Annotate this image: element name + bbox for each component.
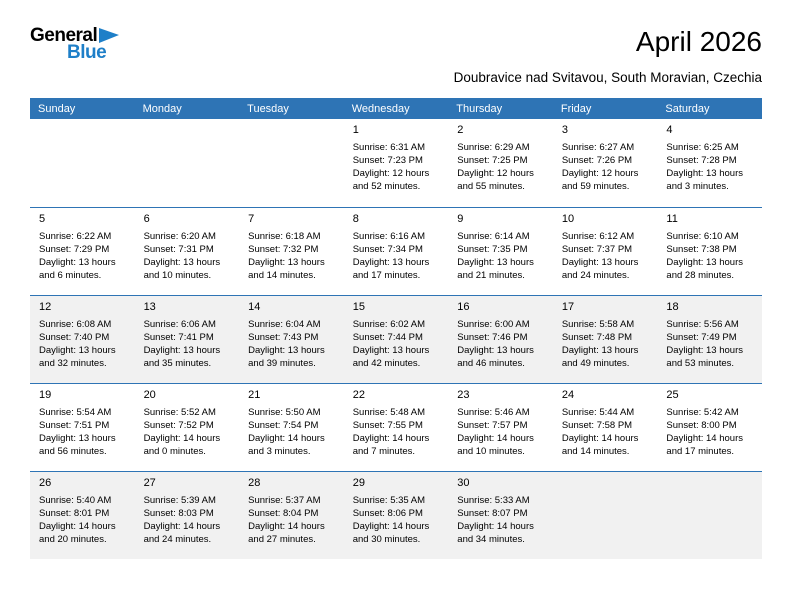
sunrise-text: Sunrise: 6:10 AM [666,231,739,242]
day-number: 24 [561,389,575,401]
sunrise-text: Sunrise: 6:18 AM [248,231,321,242]
sunrise-text: Sunrise: 5:48 AM [352,407,426,418]
empty-day-cell [239,119,344,207]
daylight-text: Daylight: 14 hours [248,521,325,533]
daylight-text-continued: and 27 minutes. [248,534,316,546]
daylight-text-continued: and 10 minutes. [143,270,212,282]
sunset-text: Sunset: 8:01 PM [39,508,110,520]
daylight-text-continued: and 17 minutes. [666,446,735,458]
sunset-text: Sunset: 8:00 PM [666,420,737,432]
day-number: 14 [248,301,261,313]
day-number: 1 [352,124,359,136]
day-number: 18 [666,301,679,313]
day-cell [135,296,240,383]
weekday-label-saturday: Saturday [665,102,710,115]
weekday-label-thursday: Thursday [456,102,503,115]
day-cell [30,208,135,295]
sunrise-text: Sunrise: 6:16 AM [352,231,426,242]
day-cell [239,208,344,295]
day-number: 27 [143,477,156,489]
general-blue-logo [30,26,119,62]
day-cell [344,472,449,559]
day-number: 8 [352,213,359,225]
daylight-text-continued: and 3 minutes. [248,446,311,458]
day-number: 13 [143,301,156,313]
day-cell [448,296,553,383]
sunrise-text: Sunrise: 5:40 AM [39,495,112,506]
sunset-text: Sunset: 7:48 PM [561,332,633,344]
weekday-label-sunday: Sunday [38,102,76,115]
daylight-text-continued: and 53 minutes. [666,358,735,370]
day-number: 30 [457,477,470,489]
calendar [30,98,762,559]
day-cell [344,208,449,295]
daylight-text: Daylight: 13 hours [39,433,116,445]
sunrise-text: Sunrise: 6:22 AM [39,231,112,242]
day-number: 21 [248,389,261,401]
daylight-text: Daylight: 13 hours [561,257,639,269]
title-block [454,26,762,85]
sunset-text: Sunset: 7:23 PM [352,155,423,167]
daylight-text-continued: and 39 minutes. [248,358,316,370]
daylight-text-continued: and 59 minutes. [561,181,630,193]
daylight-text-continued: and 28 minutes. [666,270,735,282]
sunrise-text: Sunrise: 5:46 AM [457,407,530,418]
daylight-text-continued: and 21 minutes. [457,270,525,282]
empty-day-cell [657,472,762,559]
day-cell [30,296,135,383]
sunset-text: Sunset: 7:52 PM [143,420,214,432]
sunset-text: Sunset: 7:32 PM [248,244,319,256]
daylight-text-continued: and 56 minutes. [39,446,107,458]
daylight-text: Daylight: 13 hours [457,257,534,269]
day-cell [448,119,553,207]
empty-day-cell [30,119,135,207]
sunset-text: Sunset: 7:41 PM [143,332,214,344]
daylight-text: Daylight: 13 hours [143,257,221,269]
daylight-text: Daylight: 14 hours [39,521,116,533]
day-number: 4 [666,124,673,136]
daylight-text: Daylight: 14 hours [457,521,534,533]
sunset-text: Sunset: 7:31 PM [143,244,214,256]
sunrise-text: Sunrise: 5:33 AM [457,495,530,506]
sunset-text: Sunset: 7:34 PM [352,244,423,256]
sunrise-text: Sunrise: 5:56 AM [666,319,739,330]
calendar-week-row [30,295,762,383]
month-title: April 2026 [635,26,762,57]
daylight-text: Daylight: 12 hours [561,168,639,180]
day-cell [344,384,449,471]
day-number: 20 [143,389,156,401]
sunset-text: Sunset: 7:26 PM [561,155,633,167]
sunrise-text: Sunrise: 5:35 AM [352,495,426,506]
daylight-text: Daylight: 14 hours [248,433,325,445]
sunset-text: Sunset: 8:04 PM [248,508,319,520]
day-cell [657,119,762,207]
day-number: 26 [39,477,52,489]
day-cell [448,472,553,559]
day-cell [239,384,344,471]
daylight-text: Daylight: 13 hours [457,345,534,357]
sunset-text: Sunset: 7:57 PM [457,420,528,432]
day-number: 15 [352,301,365,313]
day-cell [135,208,240,295]
daylight-text: Daylight: 14 hours [352,433,430,445]
day-number: 16 [457,301,470,313]
day-number: 5 [39,213,46,225]
sunrise-text: Sunrise: 6:06 AM [143,319,216,330]
sunrise-text: Sunrise: 5:58 AM [561,319,635,330]
sunrise-text: Sunrise: 6:12 AM [561,231,635,242]
daylight-text-continued: and 32 minutes. [39,358,107,370]
sunrise-text: Sunrise: 6:29 AM [457,142,530,153]
day-number: 6 [143,213,150,225]
sunrise-text: Sunrise: 5:50 AM [248,407,321,418]
day-cell [135,384,240,471]
daylight-text: Daylight: 13 hours [248,257,325,269]
daylight-text: Daylight: 13 hours [561,345,639,357]
daylight-text: Daylight: 13 hours [143,345,221,357]
sunrise-text: Sunrise: 5:42 AM [666,407,739,418]
daylight-text: Daylight: 14 hours [561,433,639,445]
day-cell [657,208,762,295]
sunrise-text: Sunrise: 6:27 AM [561,142,635,153]
daylight-text-continued: and 0 minutes. [143,446,206,458]
logo-flag-icon [99,28,119,43]
daylight-text: Daylight: 13 hours [352,257,430,269]
day-number: 12 [39,301,52,313]
day-cell [553,384,658,471]
day-number: 23 [457,389,470,401]
daylight-text: Daylight: 13 hours [666,168,743,180]
logo-text-blue: Blue [67,42,107,63]
daylight-text: Daylight: 14 hours [143,433,221,445]
daylight-text-continued: and 24 minutes. [143,534,212,546]
daylight-text: Daylight: 14 hours [457,433,534,445]
daylight-text-continued: and 49 minutes. [561,358,630,370]
daylight-text-continued: and 52 minutes. [352,181,421,193]
day-cell [239,472,344,559]
sunrise-text: Sunrise: 5:52 AM [143,407,216,418]
day-cell [553,119,658,207]
sunset-text: Sunset: 7:37 PM [561,244,633,256]
day-number: 17 [561,301,575,313]
sunset-text: Sunset: 7:44 PM [352,332,423,344]
sunrise-text: Sunrise: 6:04 AM [248,319,321,330]
sunrise-text: Sunrise: 6:20 AM [143,231,216,242]
sunset-text: Sunset: 7:40 PM [39,332,110,344]
daylight-text-continued: and 30 minutes. [352,534,421,546]
day-cell [344,296,449,383]
daylight-text: Daylight: 14 hours [666,433,743,445]
day-number: 25 [666,389,679,401]
daylight-text: Daylight: 14 hours [352,521,430,533]
sunset-text: Sunset: 7:29 PM [39,244,110,256]
sunrise-text: Sunrise: 6:08 AM [39,319,112,330]
weekday-label-monday: Monday [142,102,182,115]
weeks-grid [30,119,762,559]
daylight-text: Daylight: 12 hours [457,168,534,180]
day-cell [657,296,762,383]
daylight-text: Daylight: 12 hours [352,168,430,180]
empty-day-cell [135,119,240,207]
sunset-text: Sunset: 7:55 PM [352,420,423,432]
day-number: 19 [39,389,52,401]
sunset-text: Sunset: 7:46 PM [457,332,528,344]
sunset-text: Sunset: 7:58 PM [561,420,633,432]
calendar-week-row [30,383,762,471]
daylight-text-continued: and 14 minutes. [561,446,630,458]
sunset-text: Sunset: 8:06 PM [352,508,423,520]
day-number: 2 [457,124,464,136]
daylight-text-continued: and 3 minutes. [666,181,729,193]
daylight-text: Daylight: 13 hours [666,257,743,269]
weekday-header-row [30,98,762,119]
page-header [30,26,762,85]
daylight-text: Daylight: 13 hours [666,345,743,357]
daylight-text: Daylight: 13 hours [39,257,116,269]
sunset-text: Sunset: 8:03 PM [143,508,214,520]
daylight-text-continued: and 7 minutes. [352,446,416,458]
sunrise-text: Sunrise: 5:37 AM [248,495,321,506]
daylight-text: Daylight: 13 hours [248,345,325,357]
daylight-text-continued: and 14 minutes. [248,270,316,282]
day-number: 3 [561,124,568,136]
weekday-label-wednesday: Wednesday [351,102,410,115]
day-cell [30,472,135,559]
sunrise-text: Sunrise: 5:44 AM [561,407,635,418]
day-cell [30,384,135,471]
day-number: 28 [248,477,261,489]
day-cell [448,384,553,471]
day-number: 22 [352,389,365,401]
day-number: 11 [666,213,678,225]
daylight-text: Daylight: 13 hours [39,345,116,357]
daylight-text-continued: and 20 minutes. [39,534,107,546]
calendar-week-row [30,119,762,207]
sunrise-text: Sunrise: 6:00 AM [457,319,530,330]
day-number: 9 [457,213,464,225]
day-cell [135,472,240,559]
day-cell [553,208,658,295]
sunset-text: Sunset: 7:49 PM [666,332,737,344]
weekday-label-tuesday: Tuesday [247,102,289,115]
daylight-text-continued: and 34 minutes. [457,534,525,546]
sunset-text: Sunset: 7:28 PM [666,155,737,167]
empty-day-cell [553,472,658,559]
sunset-text: Sunset: 7:54 PM [248,420,319,432]
logo-text-general: General [30,25,98,46]
day-number: 7 [248,213,255,225]
daylight-text: Daylight: 13 hours [352,345,430,357]
sunrise-text: Sunrise: 6:02 AM [352,319,426,330]
sunset-text: Sunset: 8:07 PM [457,508,528,520]
daylight-text-continued: and 55 minutes. [457,181,525,193]
day-number: 10 [561,213,575,225]
sunset-text: Sunset: 7:38 PM [666,244,737,256]
sunrise-text: Sunrise: 6:31 AM [352,142,426,153]
day-cell [239,296,344,383]
day-cell [448,208,553,295]
daylight-text-continued: and 17 minutes. [352,270,421,282]
calendar-week-row [30,207,762,295]
daylight-text-continued: and 10 minutes. [457,446,525,458]
sunset-text: Sunset: 7:43 PM [248,332,319,344]
day-cell [657,384,762,471]
day-cell [553,296,658,383]
daylight-text-continued: and 6 minutes. [39,270,102,282]
calendar-week-row [30,471,762,559]
sunrise-text: Sunrise: 5:39 AM [143,495,216,506]
sunset-text: Sunset: 7:51 PM [39,420,110,432]
location-subtitle: Doubravice nad Svitavou, South Moravian, Czechia [453,70,762,85]
daylight-text-continued: and 24 minutes. [561,270,630,282]
sunset-text: Sunset: 7:25 PM [457,155,528,167]
daylight-text-continued: and 35 minutes. [143,358,212,370]
sunrise-text: Sunrise: 5:54 AM [39,407,112,418]
sunrise-text: Sunrise: 6:25 AM [666,142,739,153]
day-number: 29 [352,477,365,489]
daylight-text-continued: and 46 minutes. [457,358,525,370]
day-cell [344,119,449,207]
daylight-text-continued: and 42 minutes. [352,358,421,370]
sunrise-text: Sunrise: 6:14 AM [457,231,530,242]
daylight-text: Daylight: 14 hours [143,521,221,533]
weekday-label-friday: Friday [560,102,592,115]
sunset-text: Sunset: 7:35 PM [457,244,528,256]
